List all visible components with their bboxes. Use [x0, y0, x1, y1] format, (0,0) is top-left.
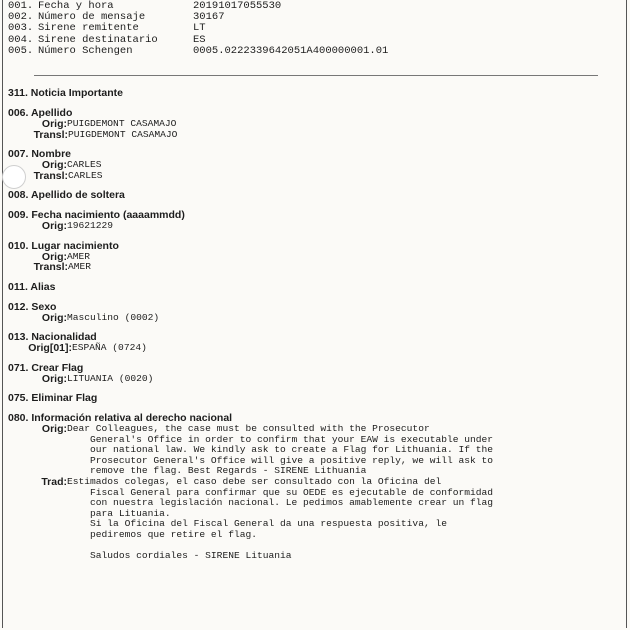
header-num: 002. — [8, 11, 34, 24]
transl-value: CARLES — [68, 169, 103, 181]
section-012 — [8, 301, 608, 324]
section-010 — [8, 240, 608, 273]
transl-value: PUIGDEMONT CASAMAJO — [68, 128, 178, 140]
section-title: 008. Apellido de soltera — [8, 189, 125, 201]
divider — [34, 75, 598, 76]
orig-value: ESPAÑA (0724) — [72, 342, 147, 353]
orig-value: CARLES — [67, 159, 102, 170]
orig-field — [8, 119, 608, 130]
section-title: 009. Fecha nacimiento (aaaammdd) — [8, 209, 185, 221]
trad-text: Estimados colegas, el caso debe ser consultado con la Oficina del Fiscal General para confirmar que su OEDE es ejecutable de conformidad con nuestra legislación nacional. Le pedimos amablemente crear un flag para Lituania. Si la Oficina del Fiscal General da una respuesta positiva, le pediremos que retire el flag. Saludos cordiales - SIRENE Lituania — [67, 475, 494, 562]
section-007 — [8, 148, 608, 181]
section-011 — [8, 281, 608, 293]
orig-label: Orig: — [41, 423, 67, 435]
transl-value: AMER — [68, 261, 92, 272]
transl-label: Transl: — [33, 261, 68, 273]
section-080 — [8, 412, 608, 562]
orig-value: AMER — [67, 250, 91, 262]
section-311 — [8, 87, 608, 99]
orig-field — [8, 343, 608, 354]
section-title: 013. Nacionalidad — [8, 331, 97, 343]
transl-label: Transl: — [33, 169, 68, 182]
section-title: 311. Noticia Importante — [8, 87, 123, 99]
header-num: 005. — [8, 44, 34, 57]
document-body — [8, 87, 608, 570]
section-title: 011. Alias — [8, 280, 56, 293]
orig-text: Dear Colleagues, the case must be consulted with the Prosecutor General's Office in order to confirm that your EAW is executable under our national law. We kindly ask to create a Flag for Lithuania. If the Prosecutor General's Office will give a positive reply, we will ask to remove the flag. Best Regards - SIRENE Lithuania — [67, 423, 494, 477]
section-title: 080. Información relativa al derecho nacional — [8, 412, 233, 424]
section-008 — [8, 189, 608, 201]
trad-label: Trad: — [41, 475, 67, 488]
header-num: 003. — [8, 22, 34, 35]
section-006 — [8, 107, 608, 140]
header-value: ES — [193, 33, 206, 46]
section-title: 075. Eliminar Flag — [8, 392, 98, 404]
transl-field — [8, 130, 608, 141]
header-value: 30167 — [193, 11, 225, 24]
transl-label: Transl: — [33, 128, 68, 141]
header-label: Número de mensaje — [38, 11, 146, 24]
trad-block — [8, 477, 608, 562]
orig-field — [8, 221, 608, 232]
header-num: 004. — [8, 33, 34, 46]
section-title: 007. Nombre — [8, 148, 72, 160]
orig-label: Orig[01]: — [28, 342, 72, 354]
orig-value: 19621229 — [67, 220, 114, 231]
header-label: Número Schengen — [38, 44, 133, 57]
section-075 — [8, 392, 608, 404]
orig-value: Masculino (0002) — [67, 311, 160, 323]
orig-label: Orig: — [41, 220, 67, 232]
transl-field — [8, 262, 608, 273]
orig-label: Orig: — [41, 311, 67, 324]
section-013 — [8, 331, 608, 354]
header-row — [8, 23, 608, 34]
header-value: 0005.0222339642051A400000001.01 — [193, 44, 389, 57]
header-row — [8, 46, 608, 57]
orig-label: Orig: — [41, 250, 67, 263]
orig-field — [8, 374, 608, 385]
header-label: Fecha y hora — [38, 0, 114, 12]
header-label: Sirene destinatario — [38, 33, 158, 46]
orig-value: PUIGDEMONT CASAMAJO — [67, 118, 177, 129]
header-value: LT — [193, 22, 206, 35]
orig-label: Orig: — [41, 159, 67, 171]
header-label: Sirene remitente — [38, 22, 139, 35]
section-title: 010. Lugar nacimiento — [8, 239, 119, 252]
orig-label: Orig: — [41, 372, 67, 385]
orig-field — [8, 313, 608, 324]
orig-block — [8, 424, 608, 477]
orig-field — [8, 160, 608, 171]
orig-field — [8, 252, 608, 263]
orig-label: Orig: — [41, 118, 67, 130]
section-title: 012. Sexo — [8, 300, 57, 313]
section-071 — [8, 362, 608, 385]
section-title: 071. Crear Flag — [8, 361, 84, 374]
message-header — [8, 1, 608, 57]
transl-field — [8, 171, 608, 182]
header-value: 20191017055530 — [193, 0, 282, 12]
section-title: 006. Apellido — [8, 107, 73, 119]
orig-value: LITUANIA (0020) — [67, 372, 154, 384]
section-009 — [8, 209, 608, 232]
header-num: 001. — [8, 0, 34, 12]
